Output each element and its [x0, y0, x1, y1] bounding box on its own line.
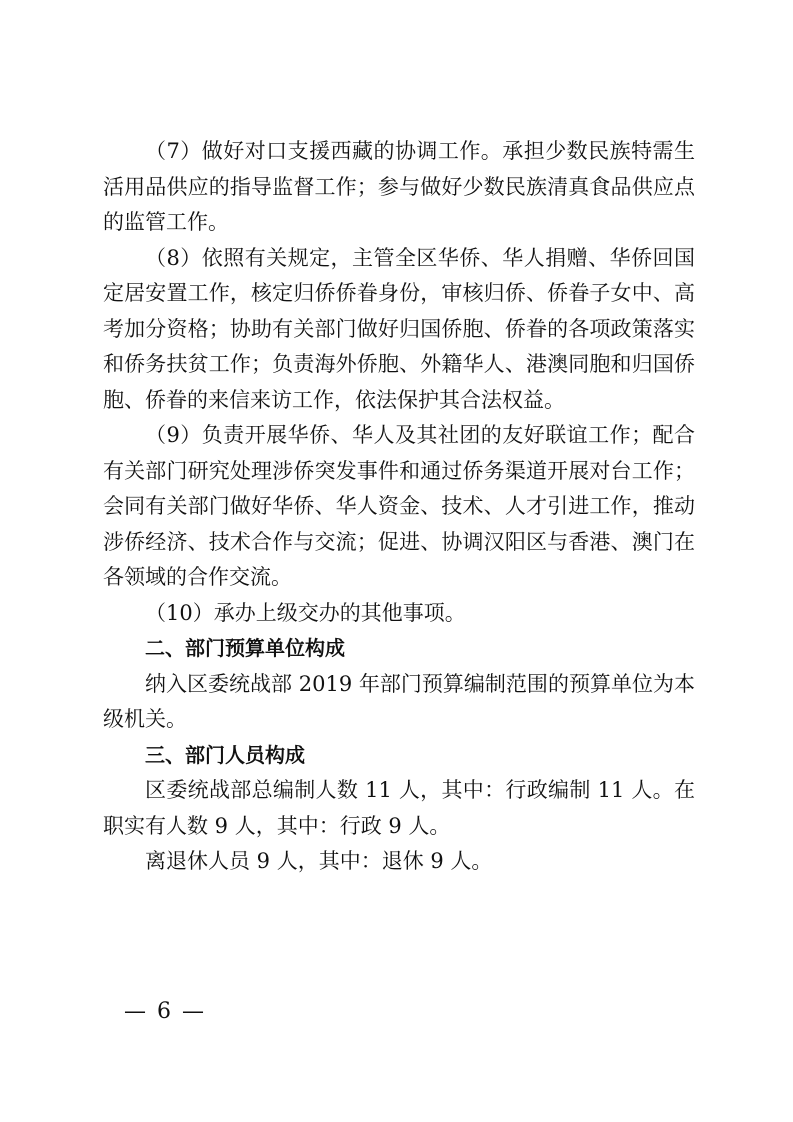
- page-number: — 6 —: [124, 999, 206, 1024]
- paragraph-item-8: （8）依照有关规定，主管全区华侨、华人捐赠、华侨回国定居安置工作，核定归侨侨眷身份，审核归侨、侨眷子女中、高考加分资格；协助有关部门做好归国侨胞、侨眷的各项政策落实和侨务扶贫工作；负责海外侨胞、外籍华人、港澳同胞和归国侨胞、侨眷的来信来访工作，依法保护其合法权益。: [103, 245, 695, 412]
- paragraph-item-9: （9）负责开展华侨、华人及其社团的友好联谊工作；配合有关部门研究处理涉侨突发事件和通过侨务渠道开展对台工作；会同有关部门做好华侨、华人资金、技术、人才引进工作，推动涉侨经济、技术合作与交流；促进、协调汉阳区与香港、澳门在各领域的合作交流。: [103, 423, 695, 589]
- section-text-budget-units: 纳入区委统战部 2019 年部门预算编制范围的预算单位为本级机关。: [103, 671, 695, 731]
- section-heading-staff: 三、部门人员构成: [145, 742, 305, 767]
- paragraph-item-7: （7）做好对口支援西藏的协调工作。承担少数民族特需生活用品供应的指导监督工作；参与做好少数民族清真食品供应点的监管工作。: [103, 139, 695, 234]
- section-heading-budget-units: 二、部门预算单位构成: [145, 636, 345, 660]
- paragraph-item-10: （10）承办上级交办的其他事项。: [145, 600, 466, 625]
- document-body: [103, 134, 695, 880]
- section-text-staff: 区委统战部总编制人数 11 人，其中：行政编制 11 人。在职实有人数 9 人，其中：行政 9 人。: [103, 778, 695, 838]
- section-text-retired: 离退休人员 9 人，其中：退休 9 人。: [145, 849, 493, 873]
